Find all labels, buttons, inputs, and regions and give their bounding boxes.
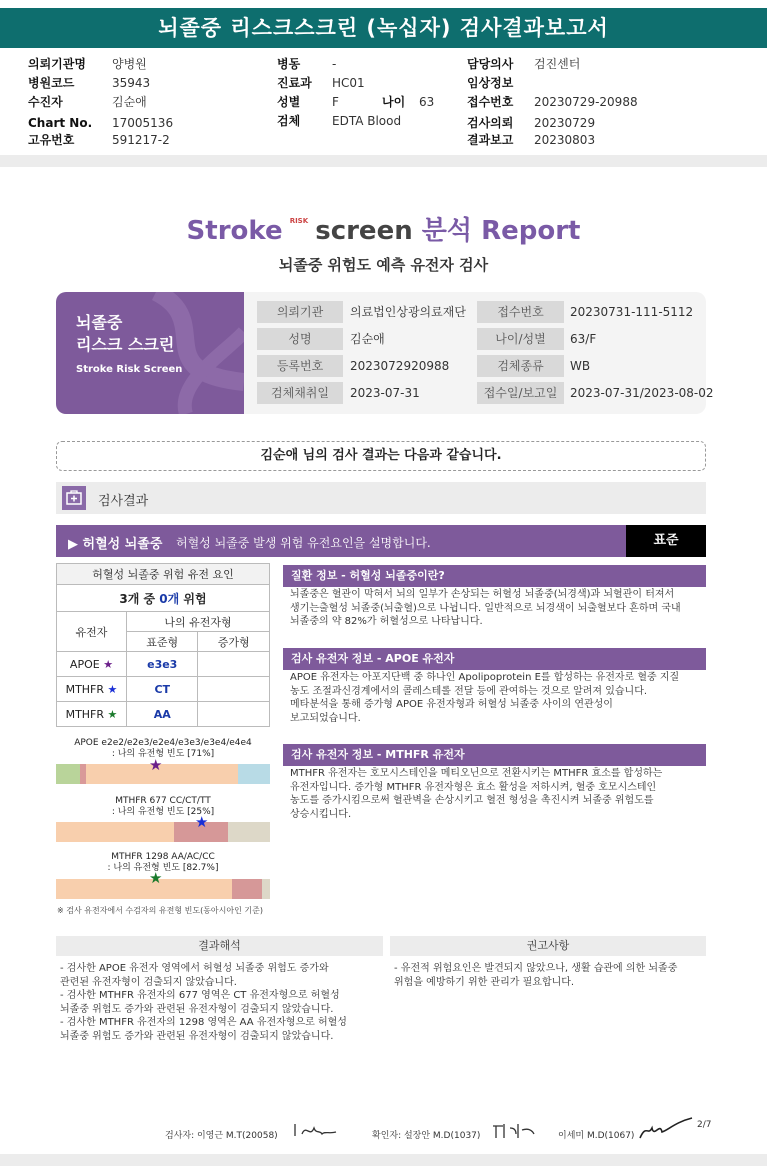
meta-value: EDTA Blood <box>332 114 402 128</box>
meta-value: 20230803 <box>534 133 596 147</box>
col-gene: 유전자 <box>57 612 127 652</box>
meta-label: 결과보고 <box>467 133 514 147</box>
doctor-signature-label: 이세미 M.D(1067) <box>558 1131 635 1141</box>
card-label: 접수번호 <box>477 301 564 323</box>
meta-label: 병원코드 <box>28 76 75 90</box>
table-row-std: AA <box>127 702 198 727</box>
signature-tester-icon <box>292 1120 340 1142</box>
freq-marker-mthfr677-icon: ★ <box>195 813 209 831</box>
brand-screen: screen <box>315 216 413 246</box>
confirmer-signature-label: 확인자: 설장안 M.D(1037) <box>372 1131 481 1141</box>
report-subtitle: 뇌졸중 위험도 예측 유전자 검사 <box>278 256 489 274</box>
freq-label-mthfr1298: MTHFR 1298 AA/AC/CC : 나의 유전형 빈도 [82.7%] <box>107 852 219 873</box>
risk-count: 3개 중 0개 위험 <box>57 585 270 612</box>
meta-label: 수진자 <box>28 95 63 109</box>
info-header-mthfr: 검사 유전자 정보 - MTHFR 유전자 <box>283 744 706 766</box>
col-my-genotype: 나의 유전자형 <box>127 612 270 632</box>
card-label: 검체종류 <box>477 355 564 377</box>
table-title: 허혈성 뇌졸중 위험 유전 요인 <box>57 564 270 585</box>
section-title: 검사결과 <box>98 494 149 509</box>
col-increased: 증가형 <box>198 632 270 652</box>
ischemic-desc: 허혈성 뇌졸중 발생 위험 유전요인을 설명합니다. <box>176 536 431 550</box>
table-row-inc <box>198 702 270 727</box>
meta-value: - <box>332 57 337 71</box>
recommendation-text: - 유전적 위험요인은 발견되지 않았으나, 생활 습관에 의한 뇌졸중 위험을 예방하기 위한 관리가 필요합니다. <box>394 963 678 988</box>
info-text-apoe: APOE 유전자는 아포지단백 중 하나인 Apolipoprotein E를 합성하는 유전자로 혈중 지질 농도 조절과신경계에서의 콜레스테롤 전달 등에 관여하는 것으로 알려져 있습니다. 메타분석을 통해 증가형 APOE 유전자형과 허혈성 뇌졸중 사이의 연관성이 보고되었습니다. <box>290 672 680 724</box>
meta-label: 검사의뢰 <box>467 116 514 130</box>
table-row-gene: MTHFR ★ <box>57 702 127 727</box>
result-summary: 김순애 님의 검사 결과는 다음과 같습니다. <box>56 441 706 471</box>
patient-meta <box>0 0 767 155</box>
card-value: 2023072920988 <box>350 359 450 373</box>
brand-report: 분석 Report <box>421 216 581 246</box>
info-text-disease: 뇌졸중은 혈관이 막혀서 뇌의 일부가 손상되는 허혈성 뇌졸중(뇌경색)과 뇌혈관이 터져서 생기는출혈성 뇌졸중(뇌출혈)으로 나뉩니다. 일반적으로 뇌경색이 뇌출혈보다 흔하며 국내 뇌졸중의 약 82%가 허혈성으로 나타납니다. <box>290 589 681 627</box>
interpretation-text: - 검사한 APOE 유전자 영역에서 허혈성 뇌졸중 위험도 증가와 관련된 유전자형이 검출되지 않았습니다. - 검사한 MTHFR 유전자의 677 영역은 CT 유전자형으로 허혈성 뇌졸중 위험도 증가와 관련된 유전자형이 검출되지 않았습니다. - 검사한 MTHFR 유전자의 1298 영역은 AA 유전자형으로 허혈성 뇌졸중 위험도 증가와 관련된 유전자형이 검출되지 않았습니다. <box>60 963 347 1042</box>
footer-divider <box>0 1154 767 1166</box>
card-value: 63/F <box>570 332 597 346</box>
table-row-gene: APOE ★ <box>57 652 127 677</box>
page-number: 2/7 <box>697 1120 712 1130</box>
meta-value: 591217-2 <box>112 133 170 147</box>
freq-bar-mthfr1298 <box>56 879 270 899</box>
card-label: 나이/성별 <box>477 328 564 350</box>
card-value: 2023-07-31/2023-08-02 <box>570 386 714 400</box>
medical-kit-icon <box>62 486 86 510</box>
table-row-std: CT <box>127 677 198 702</box>
freq-marker-apoe-icon: ★ <box>149 756 163 774</box>
meta-label: 나이 <box>382 95 406 109</box>
meta-label: 접수번호 <box>467 95 514 109</box>
card-value: 2023-07-31 <box>350 386 420 400</box>
freq-marker-mthfr1298-icon: ★ <box>149 869 163 887</box>
meta-label: Chart No. <box>28 116 93 130</box>
info-header-apoe: 검사 유전자 정보 - APOE 유전자 <box>283 648 706 670</box>
tester-signature-label: 검사자: 이영근 M.T(20058) <box>165 1131 278 1141</box>
meta-value: 검진센터 <box>534 57 581 71</box>
status-badge: 표준 <box>626 525 706 557</box>
brand-risk: RISK <box>289 217 309 225</box>
meta-value: 17005136 <box>112 116 174 130</box>
section-header <box>56 482 706 514</box>
meta-value: 김순애 <box>112 95 147 109</box>
card-label: 접수일/보고일 <box>477 382 564 404</box>
card-title-1: 뇌졸중 <box>76 313 123 332</box>
table-row-inc <box>198 677 270 702</box>
report-title: 뇌졸중 리스크스크린 (녹십자) 검사결과보고서 <box>0 8 767 48</box>
card-value: WB <box>570 359 591 373</box>
freq-label-mthfr677: MTHFR 677 CC/CT/TT : 나의 유전형 빈도 [25%] <box>111 796 215 817</box>
freq-label-apoe: APOE e2e2/e2e3/e2e4/e3e3/e3e4/e4e4 : 나의 유전형 빈도 [71%] <box>74 738 252 759</box>
ischemic-stroke-header <box>56 525 626 557</box>
meta-value: 20230729 <box>534 116 596 130</box>
star-icon: ★ <box>103 657 114 671</box>
card-label: 의뢰기관 <box>257 301 343 323</box>
interpretation-header: 결과해석 <box>56 936 383 956</box>
brand-stroke: Stroke <box>186 216 283 246</box>
table-row-gene: MTHFR ★ <box>57 677 127 702</box>
signature-confirmer-icon <box>490 1120 536 1142</box>
star-icon: ★ <box>107 682 118 696</box>
card-title-en: Stroke Risk Screen <box>76 364 183 375</box>
card-value: 김순애 <box>350 332 385 346</box>
genotype-table <box>56 563 270 727</box>
star-icon: ★ <box>107 707 118 721</box>
header-divider <box>0 155 767 167</box>
card-label: 검체채취일 <box>257 382 343 404</box>
info-header-disease: 질환 정보 - 허혈성 뇌졸중이란? <box>283 565 706 587</box>
meta-value: F <box>332 95 339 109</box>
col-standard: 표준형 <box>127 632 198 652</box>
meta-label: 검체 <box>277 114 301 128</box>
meta-label: 성별 <box>277 95 301 109</box>
freq-footnote: ※ 검사 유전자에서 수검자의 유전형 빈도(동아시아인 기준) <box>57 906 263 915</box>
ischemic-label: ▶ 허혈성 뇌졸중 <box>68 537 163 552</box>
meta-value: 양병원 <box>112 57 147 71</box>
meta-value: 35943 <box>112 76 151 90</box>
brand-logo <box>0 210 767 247</box>
meta-label: 진료과 <box>277 76 312 90</box>
card-value: 의료법인상광의료재단 <box>350 305 466 319</box>
meta-value: 63 <box>419 95 435 109</box>
freq-bar-apoe <box>56 764 270 784</box>
card-label: 성명 <box>257 328 343 350</box>
card-title-2: 리스크 스크린 <box>76 335 175 354</box>
card-value: 20230731-111-5112 <box>570 305 694 319</box>
meta-label: 임상정보 <box>467 76 514 90</box>
info-text-mthfr: MTHFR 유전자는 호모시스테인을 메티오닌으로 전환시키는 MTHFR 효소를 합성하는 유전자입니다. 증가형 MTHFR 유전자형은 효소 활성을 저하시켜, 혈중 호모시스테인 농도를 증가시킴으로써 혈관벽을 손상시키고 혈전 형성을 촉진시켜 뇌졸중 위험도를 상승시킵니다. <box>290 768 663 820</box>
meta-value: HC01 <box>332 76 365 90</box>
card-label: 등록번호 <box>257 355 343 377</box>
meta-value: 20230729-20988 <box>534 95 638 109</box>
meta-label: 담당의사 <box>467 57 514 71</box>
meta-label: 의뢰기관명 <box>28 57 86 71</box>
card-title-panel <box>56 292 244 414</box>
signature-doctor-icon <box>638 1116 694 1142</box>
table-row-std: e3e3 <box>127 652 198 677</box>
recommendation-header: 권고사항 <box>390 936 706 956</box>
meta-label: 고유번호 <box>28 133 75 147</box>
freq-bar-mthfr677 <box>56 822 270 842</box>
meta-label: 병동 <box>277 57 301 71</box>
table-row-inc <box>198 652 270 677</box>
